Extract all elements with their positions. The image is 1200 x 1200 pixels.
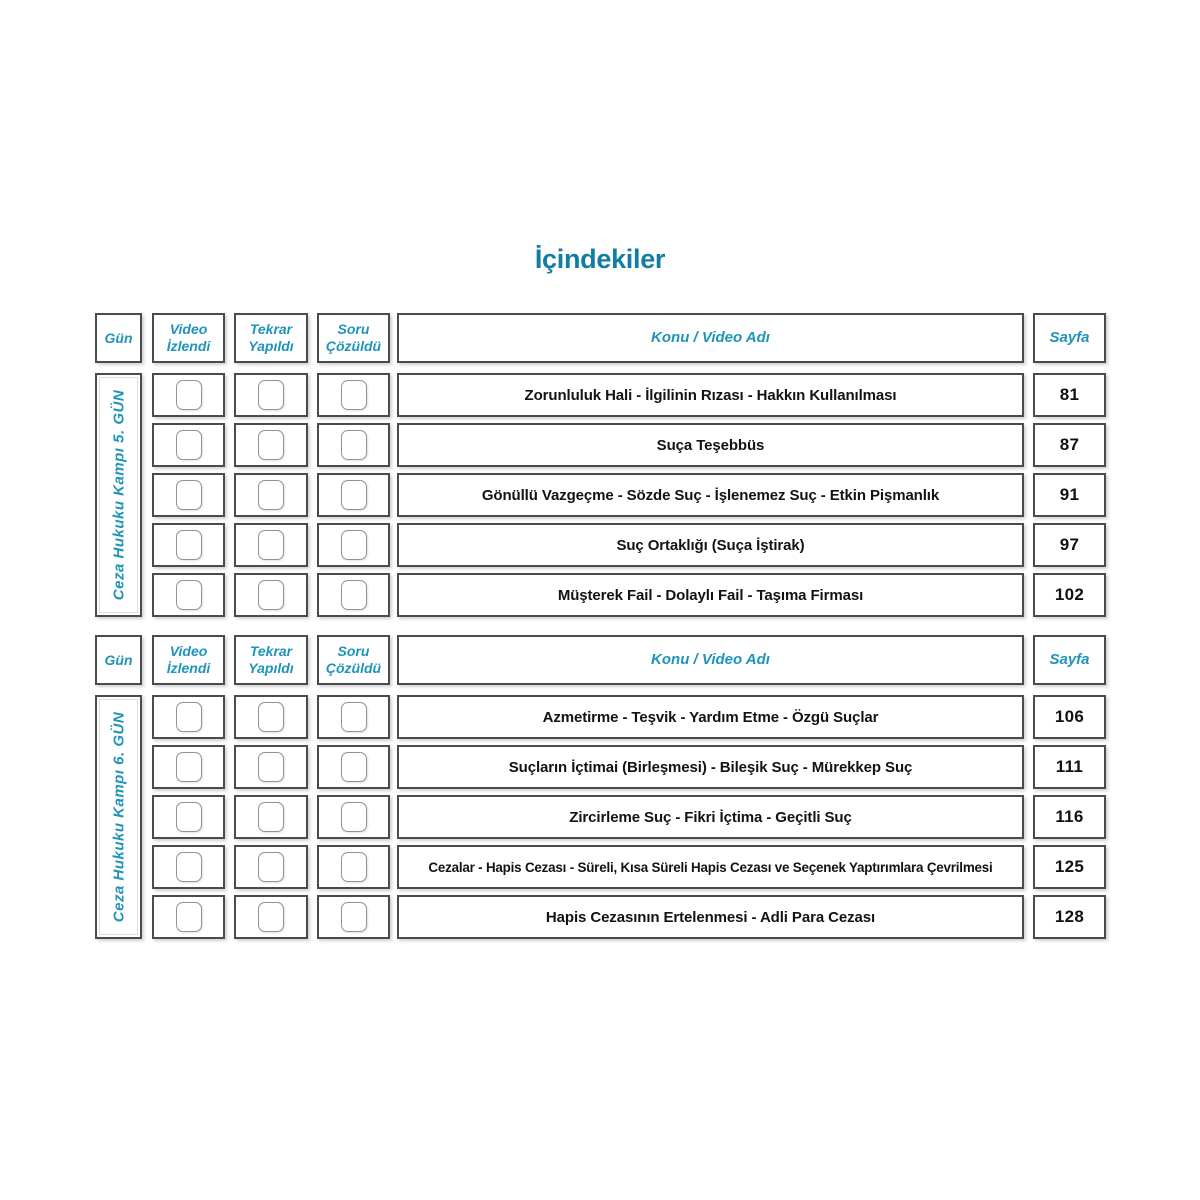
topic-text: Suçların İçtimai (Birleşmesi) - Bileşik Suç - Mürekkep Suç [508,758,913,776]
video-izlendi-checkbox-cell [152,745,225,789]
tekrar-yapildi-checkbox-cell [234,895,308,939]
tekrar-yapildi-checkbox-cell [234,795,308,839]
soru-cozuldu-checkbox-cell [317,373,390,417]
soru-cozuldu-checkbox-cell [317,523,390,567]
topic-cell [397,895,1024,939]
header-cell-gun: Gün [95,635,142,685]
video-izlendi-checkbox-cell [152,845,225,889]
page-number-cell [1033,573,1106,617]
topic-cell [397,695,1024,739]
topic-text: Gönüllü Vazgeçme - Sözde Suç - İşlenemez Suç - Etkin Pişmanlık [481,486,940,504]
table-row [95,895,1106,939]
video-izlendi-checkbox-cell [152,573,225,617]
tekrar-yapildi-checkbox-cell [234,373,308,417]
page-number: 87 [1059,435,1080,454]
tekrar-yapildi-checkbox-cell [234,523,308,567]
soru-cozuldu-checkbox[interactable] [341,702,367,732]
tekrar-yapildi-checkbox[interactable] [258,702,284,732]
tekrar-yapildi-checkbox[interactable] [258,802,284,832]
soru-cozuldu-checkbox[interactable] [341,852,367,882]
page-number-cell [1033,895,1106,939]
page-number: 128 [1054,907,1085,926]
soru-cozuldu-checkbox[interactable] [341,430,367,460]
page-number-cell [1033,845,1106,889]
day-label: Ceza Hukuku Kampı 5. GÜN [110,389,127,601]
video-izlendi-checkbox-cell [152,695,225,739]
soru-cozuldu-checkbox-cell [317,845,390,889]
video-izlendi-checkbox[interactable] [176,530,202,560]
tekrar-yapildi-checkbox-cell [234,695,308,739]
video-izlendi-checkbox[interactable] [176,752,202,782]
soru-cozuldu-checkbox[interactable] [341,480,367,510]
topic-cell [397,423,1024,467]
soru-cozuldu-checkbox-cell [317,573,390,617]
header-cell-soru-cozuldu: Soru Çözüldü [317,635,390,685]
topic-cell [397,573,1024,617]
video-izlendi-checkbox-cell [152,373,225,417]
table-row [95,523,1106,567]
tekrar-yapildi-checkbox[interactable] [258,902,284,932]
page-number: 81 [1059,385,1080,404]
table-row [95,845,1106,889]
topic-text: Cezalar - Hapis Cezası - Süreli, Kısa Süreli Hapis Cezası ve Seçenek Yaptırımlara Çevrilmesi [428,859,993,875]
topic-text: Azmetirme - Teşvik - Yardım Etme - Özgü Suçlar [542,708,879,726]
tekrar-yapildi-checkbox-cell [234,473,308,517]
header-cell-video-izlendi: Video İzlendi [152,635,225,685]
tekrar-yapildi-checkbox-cell [234,423,308,467]
page-number: 91 [1059,485,1080,504]
video-izlendi-checkbox-cell [152,795,225,839]
page-number: 111 [1055,757,1084,776]
video-izlendi-checkbox[interactable] [176,902,202,932]
tekrar-yapildi-checkbox[interactable] [258,380,284,410]
page-number: 97 [1059,535,1080,554]
topic-text: Suça Teşebbüs [656,436,765,454]
table-row [95,373,1106,417]
soru-cozuldu-checkbox[interactable] [341,580,367,610]
tekrar-yapildi-checkbox[interactable] [258,430,284,460]
soru-cozuldu-checkbox-cell [317,423,390,467]
tekrar-yapildi-checkbox-cell [234,745,308,789]
video-izlendi-checkbox[interactable] [176,430,202,460]
page-number-cell [1033,373,1106,417]
header-cell-tekrar-yapildi: Tekrar Yapıldı [234,313,308,363]
tekrar-yapildi-checkbox[interactable] [258,852,284,882]
video-izlendi-checkbox[interactable] [176,702,202,732]
soru-cozuldu-checkbox-cell [317,745,390,789]
soru-cozuldu-checkbox-cell [317,473,390,517]
page-number-cell [1033,745,1106,789]
page-number: 116 [1055,807,1084,826]
topic-text: Zircirleme Suç - Fikri İçtima - Geçitli Suç [569,808,852,826]
tekrar-yapildi-checkbox-cell [234,845,308,889]
tekrar-yapildi-checkbox[interactable] [258,580,284,610]
topic-text: Zorunluluk Hali - İlgilinin Rızası - Hakkın Kullanılması [524,386,897,404]
topic-cell [397,795,1024,839]
tekrar-yapildi-checkbox-cell [234,573,308,617]
topic-text: Suç Ortaklığı (Suça İştirak) [616,536,805,554]
header-cell-konu-video-adi: Konu / Video Adı [397,313,1024,363]
topic-cell [397,745,1024,789]
header-cell-soru-cozuldu: Soru Çözüldü [317,313,390,363]
table-row [95,573,1106,617]
topic-text: Hapis Cezasının Ertelenmesi - Adli Para Cezası [545,908,876,926]
page-number-cell [1033,795,1106,839]
page-number: 106 [1054,707,1085,726]
tekrar-yapildi-checkbox[interactable] [258,752,284,782]
page-number-cell [1033,473,1106,517]
topic-text: Müşterek Fail - Dolaylı Fail - Taşıma Firması [557,586,864,604]
video-izlendi-checkbox-cell [152,895,225,939]
video-izlendi-checkbox[interactable] [176,380,202,410]
header-cell-video-izlendi: Video İzlendi [152,313,225,363]
video-izlendi-checkbox-cell [152,473,225,517]
page-number: 125 [1054,857,1085,876]
soru-cozuldu-checkbox-cell [317,895,390,939]
header-cell-sayfa: Sayfa [1033,313,1106,363]
toc-table-day5 [95,313,1106,617]
page-number-cell [1033,695,1106,739]
page-number: 102 [1054,585,1085,604]
table-row [95,423,1106,467]
soru-cozuldu-checkbox-cell [317,795,390,839]
header-cell-gun: Gün [95,313,142,363]
soru-cozuldu-checkbox[interactable] [341,380,367,410]
table-row [95,695,1106,739]
video-izlendi-checkbox[interactable] [176,802,202,832]
topic-cell [397,523,1024,567]
toc-table-day6 [95,635,1106,939]
topic-cell [397,845,1024,889]
header-cell-tekrar-yapildi: Tekrar Yapıldı [234,635,308,685]
table-row [95,795,1106,839]
soru-cozuldu-checkbox[interactable] [341,530,367,560]
page-number-cell [1033,523,1106,567]
soru-cozuldu-checkbox-cell [317,695,390,739]
tekrar-yapildi-checkbox[interactable] [258,530,284,560]
header-cell-konu-video-adi: Konu / Video Adı [397,635,1024,685]
table-row [95,745,1106,789]
tekrar-yapildi-checkbox[interactable] [258,480,284,510]
video-izlendi-checkbox[interactable] [176,580,202,610]
table-row [95,473,1106,517]
topic-cell [397,373,1024,417]
header-cell-sayfa: Sayfa [1033,635,1106,685]
topic-cell [397,473,1024,517]
page-title: İçindekiler [534,244,666,274]
soru-cozuldu-checkbox[interactable] [341,802,367,832]
video-izlendi-checkbox-cell [152,523,225,567]
video-izlendi-checkbox[interactable] [176,852,202,882]
video-izlendi-checkbox[interactable] [176,480,202,510]
video-izlendi-checkbox-cell [152,423,225,467]
soru-cozuldu-checkbox[interactable] [341,902,367,932]
page-number-cell [1033,423,1106,467]
soru-cozuldu-checkbox[interactable] [341,752,367,782]
day-label: Ceza Hukuku Kampı 6. GÜN [110,711,127,923]
